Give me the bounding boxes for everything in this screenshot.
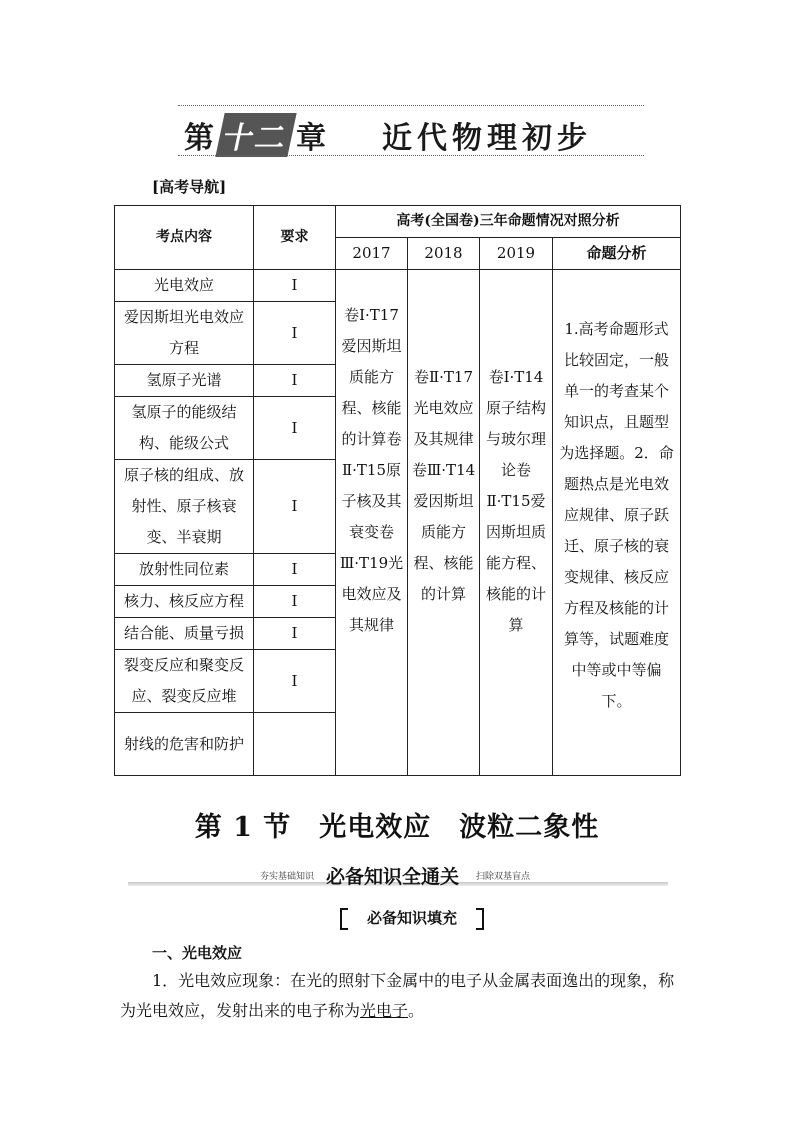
banner-bottom-rule [178,155,644,156]
topic-cell: 原子核的组成、放射性、原子核衰变、半衰期 [115,460,254,554]
req-cell: Ⅰ [254,365,336,397]
chapter-suffix: 章 [296,121,328,156]
paragraph-1 [120,966,676,1026]
topic-cell: 裂变反应和聚变反应、裂变反应堆 [115,650,254,713]
req-cell: Ⅰ [254,586,336,618]
req-cell: Ⅰ [254,397,336,460]
cell-2019: 卷Ⅰ·T14原子结构与玻尔理论卷Ⅱ·T15爱因斯坦质能方程、核能的计算 [480,270,553,776]
heading-photoelectric: 一、光电效应 [152,944,243,962]
req-cell: Ⅰ [254,554,336,586]
topic-cell: 放射性同位素 [115,554,254,586]
topic-cell: 氢原子光谱 [115,365,254,397]
paragraph-1-text: 1．光电效应现象：在光的照射下金属中的电子从金属表面逸出的现象，称为光电效应，发射出来的电子称为 [120,971,675,1020]
paragraph-1-underlined: 光电子 [360,1001,409,1020]
req-cell: Ⅰ [254,618,336,650]
topic-cell: 光电效应 [115,270,254,302]
section-title [0,805,794,844]
banner-top-rule [178,105,644,106]
fill-in-box-label: 必备知识填充 [340,906,484,930]
header-analysis: 命题分析 [553,238,681,270]
header-requirement: 要求 [254,206,336,270]
topic-cell: 射线的危害和防护 [115,713,254,776]
chapter-title [184,113,644,156]
cell-2018: 卷Ⅱ·T17光电效应及其规律卷Ⅲ·T14爱因斯坦质能方程、核能的计算 [408,270,480,776]
band-left-text: 夯实基础知识 [260,872,315,882]
cell-2017: 卷Ⅰ·T17爱因斯坦质能方程、核能的计算卷Ⅱ·T15原子核及其衰变卷Ⅲ·T19光电效应及其规律 [336,270,408,776]
topic-cell: 核力、核反应方程 [115,586,254,618]
header-2018: 2018 [408,238,480,270]
req-cell: Ⅰ [254,460,336,554]
header-2017: 2017 [336,238,408,270]
cell-analysis: 1.高考命题形式比较固定，一般单一的考查某个知识点，且题型为选择题。2．命题热点是光电效应规律、原子跃迁、原子核的衰变规律、核反应方程及核能的计算等，试题难度中等或中等偏下。 [553,270,681,776]
section-title-part1: 光电效应 [319,812,432,843]
header-topic: 考点内容 [115,206,254,270]
topic-cell: 氢原子的能级结构、能级公式 [115,397,254,460]
chapter-number: 十二 [215,113,296,157]
chapter-name: 近代物理初步 [382,121,592,156]
topic-cell: 爱因斯坦光电效应方程 [115,302,254,365]
band-right-text: 扫除双基盲点 [476,872,531,882]
req-cell: Ⅰ [254,650,336,713]
header-2019: 2019 [480,238,553,270]
header-group: 高考(全国卷)三年命题情况对照分析 [336,206,681,238]
band-main-text: 必备知识全通关 [326,866,460,888]
section-title-part2: 波粒二象性 [459,812,600,843]
topic-cell: 结合能、质量亏损 [115,618,254,650]
req-cell: Ⅰ [254,302,336,365]
req-cell [254,713,336,776]
chapter-prefix: 第 [184,121,216,156]
exam-analysis-table [114,205,681,776]
req-cell: Ⅰ [254,270,336,302]
section-number: 第 1 节 [194,812,292,843]
exam-nav-label: [高考导航] [152,178,227,196]
knowledge-band [128,862,668,888]
paragraph-1-end: 。 [408,1001,425,1020]
